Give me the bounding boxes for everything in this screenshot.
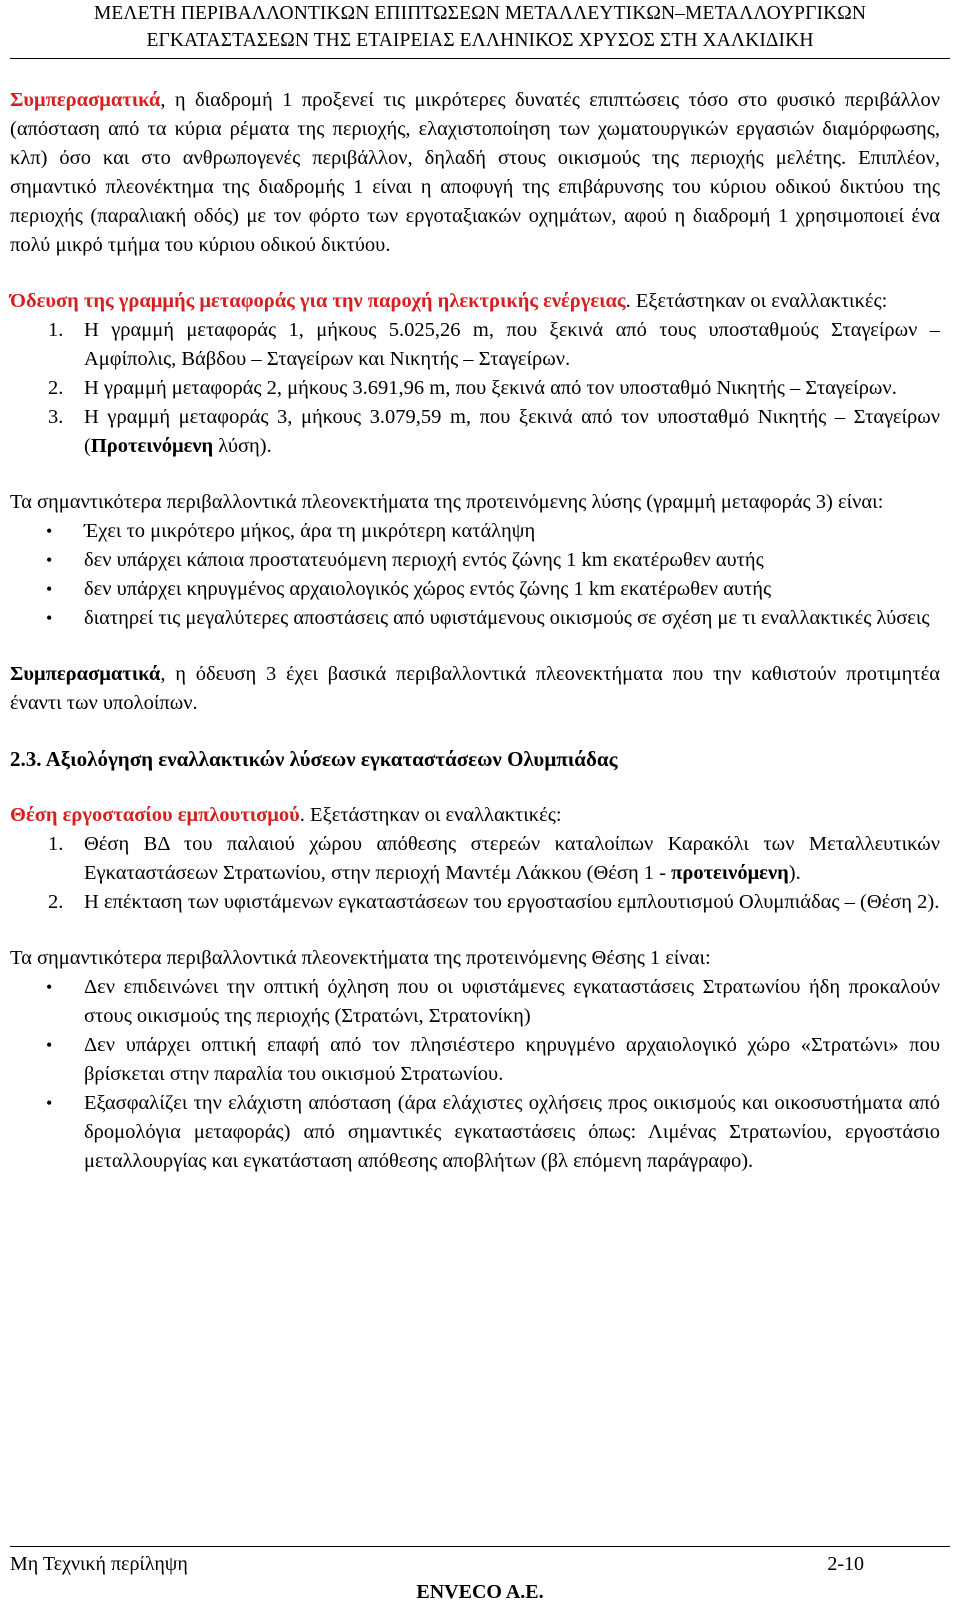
footer-doc-type: Μη Τεχνική περίληψη [10, 1553, 188, 1575]
list-item [10, 316, 940, 374]
list-text: Η επέκταση των υφιστάμενων εγκαταστάσεων του εργοστασίου εμπλουτισμού Ολυμπιάδας – (Θέση 2). [84, 891, 940, 913]
bullet-item [10, 575, 940, 604]
list-number: 1. [48, 319, 64, 341]
paragraph-plant-site [10, 801, 940, 830]
footer-company: ENVECO A.E. [416, 1581, 544, 1603]
power-line-text: . Εξετάστηκαν οι εναλλακτικές: [625, 290, 888, 312]
bullet-text: Εξασφαλίζει την ελάχιστη απόσταση (άρα ελάχιστες οχλήσεις προς οικισμούς και οικοσυστήματα από δρομολόγια μεταφοράς) από σημαντικές εγκαταστάσεις όπως: Λιμένας Στρατωνίου, εργοστάσιο μεταλλουργίας και εγκατάσταση απόθεσης αποβλήτων (βλ επόμενη παράγραφο). [84, 1092, 940, 1172]
plant-site-lead: Θέση εργοστασίου εμπλουτισμού [10, 804, 300, 826]
list-number: 1. [48, 833, 64, 855]
page-header [0, 0, 960, 54]
bullet-item [10, 604, 940, 633]
list-text: Η γραμμή μεταφοράς 2, μήκους 3.691,96 m, που ξεκινά από τον υποσταθμό Νικητής – Σταγείρων. [84, 377, 897, 399]
bullet-icon: • [46, 977, 53, 997]
line-conclusion-text: , η όδευση 3 έχει βασικά περιβαλλοντικά πλεονεκτήματα που την καθιστούν προτιμητέα έναντι των υπολοίπων. [10, 663, 940, 714]
bullet-icon: • [46, 579, 53, 599]
bullet-item [10, 546, 940, 575]
list-tail: λύση). [213, 435, 272, 457]
bullet-icon: • [46, 1093, 53, 1113]
bullet-item [10, 1089, 940, 1176]
line-advantages-list [10, 517, 940, 633]
document-body [10, 86, 940, 1176]
paragraph-line-advantages: Τα σημαντικότερα περιβαλλοντικά πλεονεκτήματα της προτεινόμενης λύσης (γραμμή μεταφοράς 3) είναι: [10, 491, 884, 513]
plant-site-options [10, 830, 940, 917]
list-text: Η γραμμή μεταφοράς 1, μήκους 5.025,26 m, που ξεκινά από τους υποσταθμούς Σταγείρων – Αμφίπολις, Βάβδου – Σταγείρων και Νικητής – Σταγείρων. [84, 319, 940, 370]
paragraph-route-conclusion [10, 86, 940, 260]
section-heading: 2.3. Αξιολόγηση εναλλακτικών λύσεων εγκαταστάσεων Ολυμπιάδας [10, 747, 618, 771]
bullet-text: Δεν υπάρχει οπτική επαφή από τον πλησιέστερο κηρυγμένο αρχαιολογικό χώρο «Στρατώνι» που βρίσκεται στην παραλία του οικισμού Στρατωνίου. [84, 1034, 940, 1085]
page-number: 2-10 [827, 1553, 864, 1575]
list-item [10, 374, 940, 403]
list-item [10, 403, 940, 461]
bullet-icon: • [46, 550, 53, 570]
bullet-item [10, 1031, 940, 1089]
list-item [10, 830, 940, 888]
bullet-icon: • [46, 608, 53, 628]
bullet-text: δεν υπάρχει κηρυγμένος αρχαιολογικός χώρος εντός ζώνης 1 km εκατέρωθεν αυτής [84, 578, 772, 600]
site-advantages-list [10, 973, 940, 1176]
bullet-text: Δεν επιδεινώνει την οπτική όχληση που οι υφιστάμενες εγκαταστάσεις Στρατωνίου ήδη προκαλούν στους οικισμούς της περιοχής (Στρατώνι, Στρατονίκη) [84, 976, 940, 1027]
conclusion-lead: Συμπερασματικά [10, 89, 161, 111]
list-tail: ). [788, 862, 801, 884]
plant-site-text: . Εξετάστηκαν οι εναλλακτικές: [299, 804, 562, 826]
header-divider [10, 58, 950, 59]
list-emphasis: Προτεινόμενη [90, 435, 214, 457]
conclusion-text: , η διαδρομή 1 προξενεί τις μικρότερες δυνατές επιπτώσεις τόσο στο φυσικό περιβάλλον (απόσταση από τα κύρια ρέματα της περιοχής, ελαχιστοποίηση των χωματουργικών εργασιών διαμόρφωσης, κλπ) όσο και στο ανθρωπογενές περιβάλλον, δηλαδή στους οικισμούς της περιοχής μελέτης. Επιπλέον, σημαντικό πλεονέκτημα της διαδρομής 1 είναι η αποφυγή της επιβάρυνσης του κύριου οδικού δικτύου της περιοχής (παραλιακή οδός) με τον φόρτο των εργοταξιακών οχημάτων, αφού η διαδρομή 1 χρησιμοποιεί ένα πολύ μικρό τμήμα του κύριου οδικού δικτύου. [10, 89, 940, 256]
bullet-icon: • [46, 521, 53, 541]
list-emphasis: προτεινόμενη [671, 862, 789, 884]
list-item [10, 888, 940, 917]
bullet-text: Έχει το μικρότερο μήκος, άρα τη μικρότερη κατάληψη [84, 520, 536, 542]
header-line-2: ΕΓΚΑΤΑΣΤΑΣΕΩΝ ΤΗΣ ΕΤΑΙΡΕΙΑΣ ΕΛΛΗΝΙΚΟΣ ΧΡΥΣΟΣ ΣΤΗ ΧΑΛΚΙΔΙΚΗ [146, 30, 814, 51]
line-conclusion-lead: Συμπερασματικά [10, 663, 161, 685]
list-number: 2. [48, 377, 64, 399]
list-text: Θέση ΒΔ του παλαιού χώρου απόθεσης στερεών καταλοίπων Καρακόλι των Μεταλλευτικών Εγκαταστάσεων Στρατωνίου, στην περιοχή Μαντέμ Λάκκου (Θέση 1 - [84, 833, 940, 884]
paragraph-line-conclusion [10, 660, 940, 718]
header-line-1: ΜΕΛΕΤΗ ΠΕΡΙΒΑΛΛΟΝΤΙΚΩΝ ΕΠΙΠΤΩΣΕΩΝ ΜΕΤΑΛΛΕΥΤΙΚΩΝ–ΜΕΤΑΛΛΟΥΡΓΙΚΩΝ [93, 3, 867, 24]
bullet-icon: • [46, 1035, 53, 1055]
power-line-lead: Όδευση της γραμμής μεταφοράς για την παροχή ηλεκτρικής ενέργειας [10, 290, 626, 312]
footer-divider [10, 1546, 950, 1547]
list-number: 3. [48, 406, 64, 428]
bullet-text: δεν υπάρχει κάποια προστατευόμενη περιοχή εντός ζώνης 1 km εκατέρωθεν αυτής [84, 549, 764, 571]
paragraph-power-line [10, 287, 940, 316]
list-number: 2. [48, 891, 64, 913]
paragraph-site-advantages: Τα σημαντικότερα περιβαλλοντικά πλεονεκτήματα της προτεινόμενης Θέσης 1 είναι: [10, 947, 711, 969]
power-line-options [10, 316, 940, 461]
list-text: Η γραμμή μεταφοράς 3, μήκους 3.079,59 m, που ξεκινά από τον υποσταθμό Νικητής – Σταγείρων ( [84, 406, 940, 457]
bullet-item [10, 517, 940, 546]
bullet-text: διατηρεί τις μεγαλύτερες αποστάσεις από υφιστάμενους οικισμούς σε σχέση με τι εναλλακτικές λύσεις [84, 607, 930, 629]
bullet-item [10, 973, 940, 1031]
